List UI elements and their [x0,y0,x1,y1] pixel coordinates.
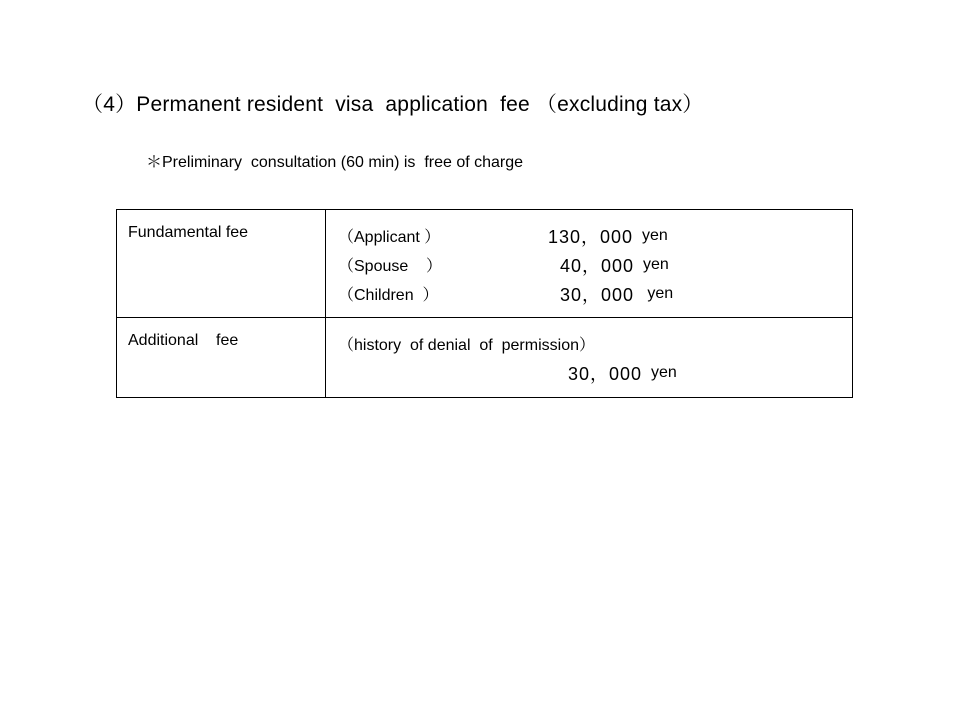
children-label: （Children ） [338,287,439,304]
additional-fee-details [326,318,853,398]
additional-fee-unit: yen [642,363,677,381]
spouse-unit: yen [634,255,669,273]
fee-line-applicant [338,221,852,250]
applicant-unit: yen [633,226,668,244]
children-amount: 30，000 [548,284,635,305]
children-unit: yen [634,284,674,302]
fee-line-spouse [338,250,852,279]
fee-table [116,209,853,398]
fundamental-fee-label: Fundamental fee [117,210,326,318]
fee-line-children [338,279,852,308]
table-row-additional-fee [117,318,853,398]
additional-fee-amount-line [338,358,852,387]
page-title: （4）Permanent resident visa application fee （excluding tax） [82,93,704,116]
fundamental-fee-details [326,210,853,318]
additional-fee-condition: （history of denial of permission） [338,337,595,354]
applicant-amount: 130，000 [548,226,634,247]
spouse-label: （Spouse ） [338,258,443,275]
additional-fee-label: Additional fee [117,318,326,398]
additional-fee-amount: 30，000 [568,363,643,384]
consultation-note: ＊Preliminary consultation (60 min) is free of charge [146,154,524,171]
table-row-fundamental-fee [117,210,853,318]
spouse-amount: 40，000 [548,255,635,276]
applicant-label: （Applicant ） [338,229,441,246]
